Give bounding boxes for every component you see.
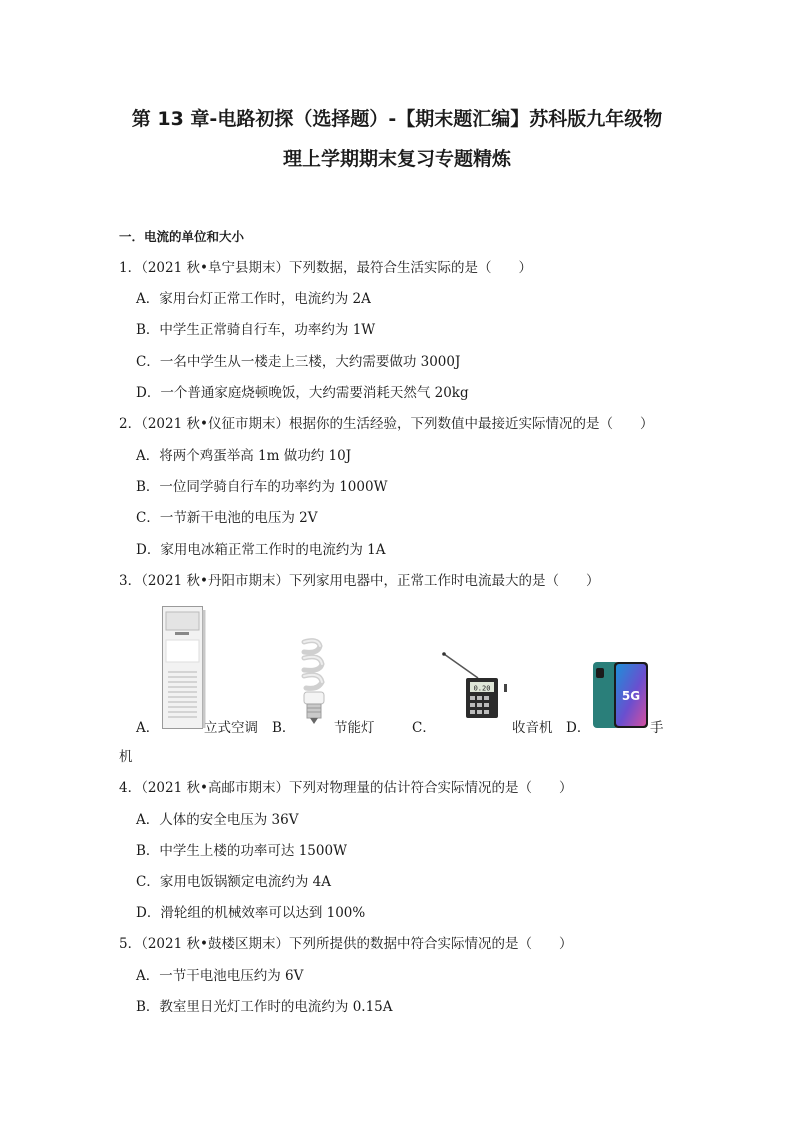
question-2-option-c: C．一节新干电池的电压为 2V (136, 510, 318, 526)
phone-5g-badge: 5G (621, 689, 641, 703)
question-3-option-a-label: 立式空调 (204, 720, 258, 736)
air-conditioner-image (162, 606, 206, 730)
document-title-line-2: 理上学期期末复习专题精炼 (282, 148, 511, 170)
question-2-option-a: A．将两个鸡蛋举高 1m 做功约 10J (136, 448, 352, 464)
question-2-option-d: D．家用电冰箱正常工作时的电流约为 1A (136, 542, 386, 558)
question-5-stem: 5．（2021 秋•鼓楼区期末）下列所提供的数据中符合实际情况的是（ ） (119, 936, 573, 952)
question-5-option-b: B．教室里日光灯工作时的电流约为 0.15A (136, 999, 393, 1015)
question-4-stem: 4．（2021 秋•高邮市期末）下列对物理量的估计符合实际情况的是（ ） (119, 780, 573, 796)
question-3-stem: 3．（2021 秋•丹阳市期末）下列家用电器中，正常工作时电流最大的是（ ） (119, 573, 600, 589)
question-1-option-c: C．一名中学生从一楼走上三楼，大约需要做功 3000J (136, 354, 461, 370)
question-4-option-b: B．中学生上楼的功率可达 1500W (136, 843, 347, 859)
question-3-option-d-label: 手 (650, 720, 664, 736)
question-4-option-c: C．家用电饭锅额定电流约为 4A (136, 874, 331, 890)
question-2-stem: 2．（2021 秋•仪征市期末）根据你的生活经验，下列数值中最接近实际情况的是（ ） (119, 416, 654, 432)
question-1-option-b: B．中学生正常骑自行车，功率约为 1W (136, 322, 376, 338)
question-1-stem: 1．（2021 秋•阜宁县期末）下列数据，最符合生活实际的是（ ） (119, 260, 532, 276)
mobile-phone-image (592, 660, 652, 730)
question-2-option-b: B．一位同学骑自行车的功率约为 1000W (136, 479, 388, 495)
question-3-option-a-letter: A． (136, 720, 160, 736)
question-3-option-b-letter: B． (272, 720, 296, 736)
document-title-line-1: 第 13 章-电路初探（选择题）-【期末题汇编】苏科版九年级物 (131, 108, 663, 130)
question-3-option-c-letter: C． (412, 720, 436, 736)
section-heading: 一．电流的单位和大小 (119, 229, 245, 244)
question-3-option-c-label: 收音机 (512, 720, 553, 736)
question-3-wrap-text: 机 (119, 749, 133, 765)
question-3-option-d-letter: D． (566, 720, 591, 736)
radio-display-text: 0.20 (473, 684, 491, 693)
question-3-option-b-label: 节能灯 (334, 720, 375, 736)
question-4-option-d: D．滑轮组的机械效率可以达到 100% (136, 905, 366, 921)
energy-saving-lamp-image (294, 636, 334, 728)
question-1-option-d: D．一个普通家庭烧顿晚饭，大约需要消耗天然气 20kg (136, 385, 469, 401)
question-5-option-a: A．一节干电池电压约为 6V (136, 968, 304, 984)
question-3-image-options (0, 600, 794, 750)
question-4-option-a: A．人体的安全电压为 36V (136, 812, 299, 828)
question-1-option-a: A．家用台灯正常工作时，电流约为 2A (136, 291, 371, 307)
radio-image (440, 650, 512, 722)
